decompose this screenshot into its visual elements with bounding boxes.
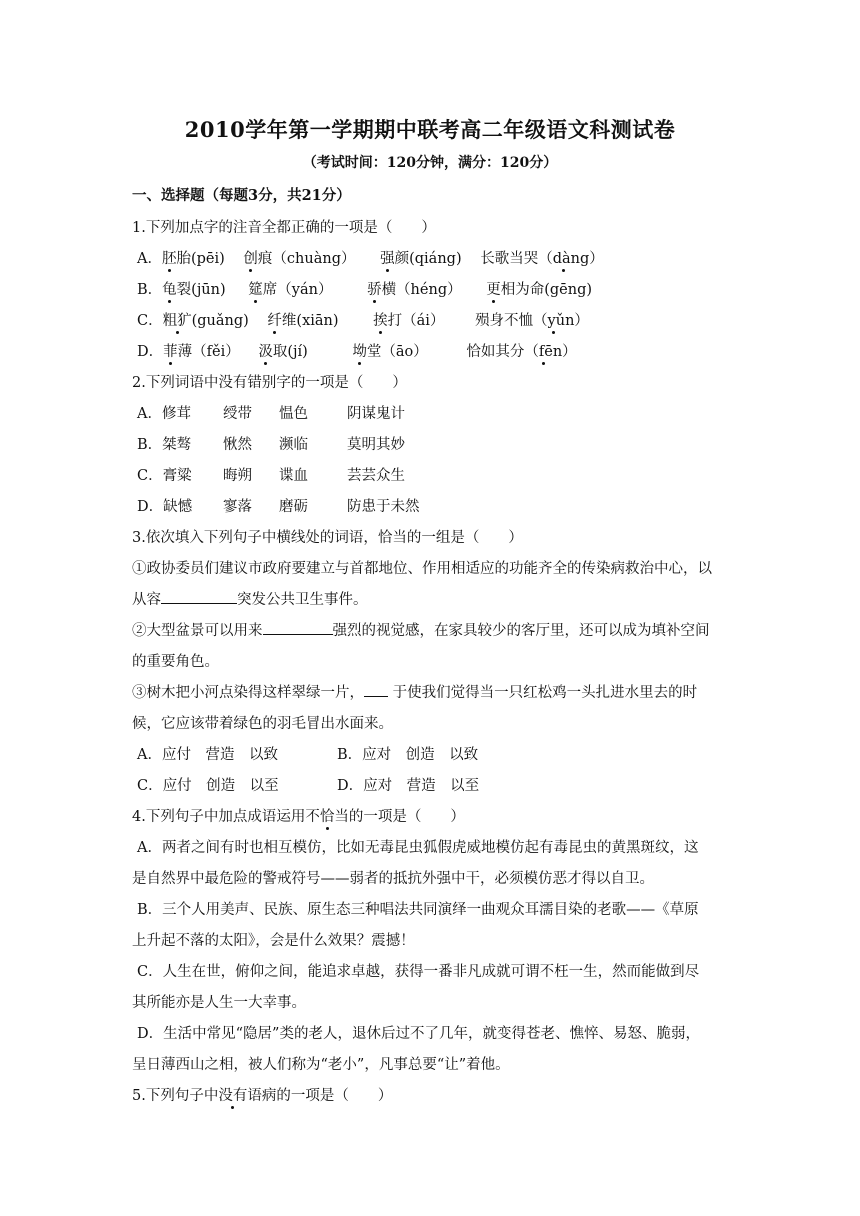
q4-option-a-cont: 是自然界中最危险的警戒符号——弱者的抵抗外强中干，必须模仿恶才得以自卫。 [132,871,654,887]
section-heading: 一、选择题（每题3分，共21分） [132,187,351,204]
q1-option-a: A．胚胎(pēi) 创痕（chuàng） 强颜(qiáng) 长歌当哭（dàng） [137,251,604,267]
question-5-stem: 5.下列句子中没有语病的一项是（ ） [132,1088,393,1104]
question-1-stem: 1.下列加点字的注音全都正确的一项是（ ） [132,220,436,236]
fill-blank[interactable] [263,620,333,635]
q3-sentence-3-cont: 候，它应该带着绿色的羽毛冒出水面来。 [132,716,393,732]
q3-sentence-2-cont: 的重要角色。 [132,654,219,670]
q4-option-d: D．生活中常见“隐居”类的老人，退休后过不了几年，就变得苍老、憔悴、易怒、脆弱， [137,1026,700,1042]
exam-info: （考试时间：120分钟，满分：120分） [302,155,558,171]
question-3-stem: 3.依次填入下列句子中横线处的词语，恰当的一组是（ ） [132,530,523,546]
q3-options-row-2: C．应付 创造 以至 D．应对 营造 以至 [137,778,480,794]
q2-option-a: A．修茸 绶带 愠色 阴谋鬼计 [137,406,405,422]
q3-sentence-1: ①政协委员们建议市政府要建立与首都地位、作用相适应的功能齐全的传染病救治中心，以 [132,561,712,577]
q2-option-b: B．桀骜 愀然 濒临 莫明其妙 [137,437,405,453]
q4-option-c: C．人生在世，俯仰之间，能追求卓越，获得一番非凡成就可谓不枉一生，然而能做到尽 [137,964,700,980]
q3-sentence-1-cont: 从容 突发公共卫生事件。 [132,588,368,609]
fill-blank[interactable] [364,682,388,697]
page-title: 2010学年第一学期期中联考高二年级语文科测试卷 [184,117,676,142]
q1-option-d: D．菲薄（fěi） 汲取(jí) 坳堂（āo） 恰如其分（fēn） [137,344,577,360]
q1-option-b: B．龟裂(jūn) 筵席（yán） 骄横（héng） 更相为命(gēng) [137,282,593,298]
q4-option-d-cont: 呈日薄西山之相，被人们称为“老小”，凡事总要“让”着他。 [132,1057,510,1073]
q4-option-b-cont: 上升起不落的太阳》，会是什么效果？震撼！ [132,933,415,949]
question-4-stem: 4.下列句子中加点成语运用不恰当的一项是（ ） [132,809,465,825]
q3-options-row-1: A．应付 营造 以致 B．应对 创造 以致 [137,747,479,763]
q2-option-d: D．缺憾 寥落 磨砺 防患于未然 [137,499,420,515]
q4-option-c-cont: 其所能亦是人生一大幸事。 [132,995,306,1011]
q3-sentence-3: ③树木把小河点染得这样翠绿一片， 于使我们觉得当一只红松鸡一头扎进水里去的时 [132,681,697,702]
q2-option-c: C．膏粱 晦朔 谍血 芸芸众生 [137,468,405,484]
q4-option-b: B．三个人用美声、民族、原生态三种唱法共同演绎一曲观众耳濡目染的老歌——《草原 [137,902,699,918]
q1-option-c: C．粗犷(guǎng) 纤维(xiān) 挨打（ái） 殒身不恤（yǔn） [137,313,589,329]
q4-option-a: A．两者之间有时也相互模仿，比如无毒昆虫狐假虎威地模仿起有毒昆虫的黄黑斑纹，这 [137,840,699,856]
fill-blank[interactable] [161,589,237,604]
question-2-stem: 2.下列词语中没有错别字的一项是（ ） [132,375,407,391]
q3-sentence-2: ②大型盆景可以用来 强烈的视觉感，在家具较少的客厅里，还可以成为填补空间 [132,619,710,640]
